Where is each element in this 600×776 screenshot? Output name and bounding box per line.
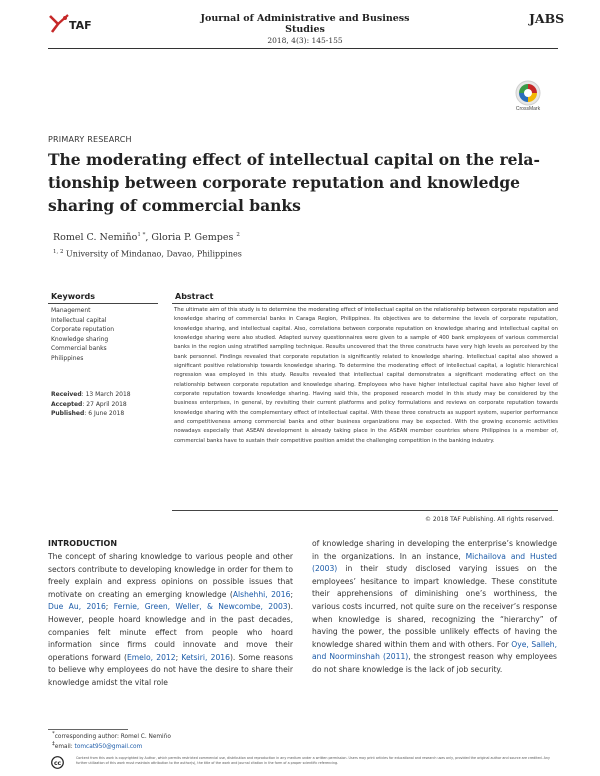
affiliation-sup: 1, 2: [53, 249, 64, 255]
author-name: Romel C. Nemiño: [53, 232, 138, 244]
journal-abbreviation: JABS: [529, 11, 565, 26]
authors: [53, 232, 240, 243]
publisher-logo: [48, 12, 98, 36]
issue-info: 2018, 4(3): 145-155: [267, 36, 343, 45]
body-text: ;: [175, 652, 182, 662]
publisher-name: TAF: [69, 19, 92, 32]
creative-commons-icon: [51, 756, 64, 769]
article-dates: [51, 390, 131, 419]
keyword: Philippines: [51, 354, 84, 362]
abstract-bottom-rule: [172, 510, 558, 511]
keyword: Corporate reputation: [51, 326, 115, 334]
published-date: Published: 6 June 2018: [51, 410, 125, 418]
citation-link[interactable]: Fernie, Green, Weller, & Newcombe, 2003: [113, 602, 288, 612]
keywords-list: [51, 306, 114, 364]
keyword: Intellectual capital: [51, 316, 107, 324]
footnote-email: ‡email: tomcat950@gmail.com: [52, 741, 143, 750]
footnote-corresponding: *corresponding author: Romel C. Nemiño: [52, 731, 171, 740]
author-sup: 1 *: [137, 232, 146, 238]
article-type: PRIMARY RESEARCH: [48, 135, 132, 144]
body-text: ). Some reasons to believe why employees do not have the desire to share their knowledge amidst the vital role: [48, 652, 293, 687]
taf-logo-icon: [48, 12, 70, 34]
keyword: Commercial banks: [51, 345, 107, 353]
body-text: in their study disclosed varying issues on the employees’ hesitance to impart knowledge. These constitute their apprehensions of diminishing one’s worthiness, the various costs incurred, not quite sure on the receiver’s response when knowledge is shared, recognizing the “hierarchy” of having the power, the possible unlikely effects of having the knowledge shared within them and with others. For: [312, 564, 557, 649]
introduction-heading: INTRODUCTION: [48, 539, 118, 548]
abstract-rule: [172, 303, 558, 304]
citation-link[interactable]: Oye, Salleh, and Noorminshah (2011): [312, 639, 557, 662]
abstract-text: The ultimate aim of this study is to determine the moderating effect of intellectual capital on the relationship between corporate reputation and knowledge sharing of commercial banks in Caraga Region, Philippines. Its objectives are to determine the levels of corporate reputation, knowledge sharing, and intellectual capital. Also, correlations between corporate reputation on knowledge sharing and intellectual capital on knowledge sharing were also studied. Adapted survey questionnaires were given to a sample of 400 bank employees of various commercial banks in the region using stratified sampling technique. Results uncovered that the three constructs have very high levels as perceived by the bank personnel. Findings revealed that corporate reputation is significantly related to knowledge sharing. Intellectual capital also showed a significant positive relationship towards knowledge sharing. To determine the moderating effect of intellectual capital, a logistic hierarchical regression was employed in this study. Results revealed that intellectual capital demonstrates a significant moderating effect on the relationship between corporate reputation and knowledge sharing. Employees who have higher intellectual capital have also higher level of corporate reputation towards knowledge sharing. Having said this, the proposed research model in this study may be considered by the business enterprises, in general, by revisiting their current platforms and policy formulations and reviews on corporate reputation towards knowledge sharing with the complementary effect of intellectual capital. With these three constructs as support system, superior performance and competitiveness among commercial banks and other business organizations may be expected. With the growing economic activities nowadays especially that ASEAN development is already taking place in the ASEAN member countries where Philippines is a member of, commercial banks have to sustain their competitive position amidst the challenging competition in the banking industry.: [174, 307, 558, 444]
citation-link[interactable]: Ketsiri, 2016: [181, 652, 230, 662]
keywords-rule: [48, 303, 158, 304]
body-text: The concept of sharing knowledge to various people and other sectors contribute to developing knowledge in order for them to freely explain and express opinions on possible issues that motivate on creating an emerging knowledge (: [48, 552, 293, 599]
accepted-date: Accepted: 27 April 2018: [51, 400, 127, 408]
crossmark-icon: [515, 80, 541, 106]
body-text: ;: [105, 602, 114, 612]
body-text: of knowledge sharing in developing the enterprise’s knowledge in the organizations. In an instance,: [312, 539, 557, 561]
introduction-column-right: [312, 538, 557, 677]
email-link[interactable]: tomcat950@gmail.com: [74, 743, 143, 750]
received-date: Received: 13 March 2018: [51, 391, 131, 398]
keywords-heading: Keywords: [51, 292, 96, 301]
title-line: tionship between corporate reputation and knowledge: [48, 173, 521, 192]
crossmark-badge[interactable]: [513, 80, 543, 112]
journal-title: Journal of Administrative and Business Studies: [200, 13, 410, 35]
citation-link[interactable]: Emelo, 2012: [126, 652, 176, 662]
keyword: Knowledge sharing: [51, 335, 109, 343]
copyright-notice: © 2018 TAF Publishing. All rights reserved.: [425, 516, 554, 523]
header-rule: [48, 48, 558, 49]
citation-link[interactable]: Alshehhi, 2016: [232, 589, 291, 599]
introduction-column-left: [48, 551, 293, 690]
title-line: The moderating effect of intellectual capital on the rela-: [48, 150, 540, 169]
keyword: Management: [51, 307, 91, 314]
affiliation-text: University of Mindanao, Davao, Philippines: [66, 249, 242, 259]
crossmark-label: CrossMark: [515, 106, 541, 112]
abstract-heading: Abstract: [175, 292, 214, 301]
svg-text:cc: cc: [53, 760, 62, 767]
article-title: [48, 148, 560, 217]
body-text: , the strongest reason why employees do not share knowledge is the lack of job security.: [312, 652, 557, 674]
body-text: ;: [290, 589, 293, 599]
title-line: sharing of commercial banks: [48, 196, 301, 215]
license-text: Content from this work is copyrighted by Author, which permits restricted commercial use, distribution and reproduction in any medium under a written permission. Users may print articles for educational and research uses only, provided the original author and source are credited. Any further utilization of this work must maintain attribution to the author(s), the title of the work and journal citation in the form of a proper scientific referencing.: [76, 756, 550, 765]
footnote-rule: [48, 729, 128, 730]
citation-link[interactable]: Due Au, 2016: [48, 602, 106, 612]
citation-link[interactable]: Michailova and Husted (2003): [312, 551, 557, 574]
author-name: , Gloria P. Gempes: [145, 232, 234, 244]
author-sup: 2: [236, 232, 240, 238]
body-text: ). However, people hoard knowledge and in the past decades, companies felt minute effect from people who hoard information since firms could innovate and move their operations forward (: [48, 602, 293, 662]
affiliation: [53, 249, 242, 259]
